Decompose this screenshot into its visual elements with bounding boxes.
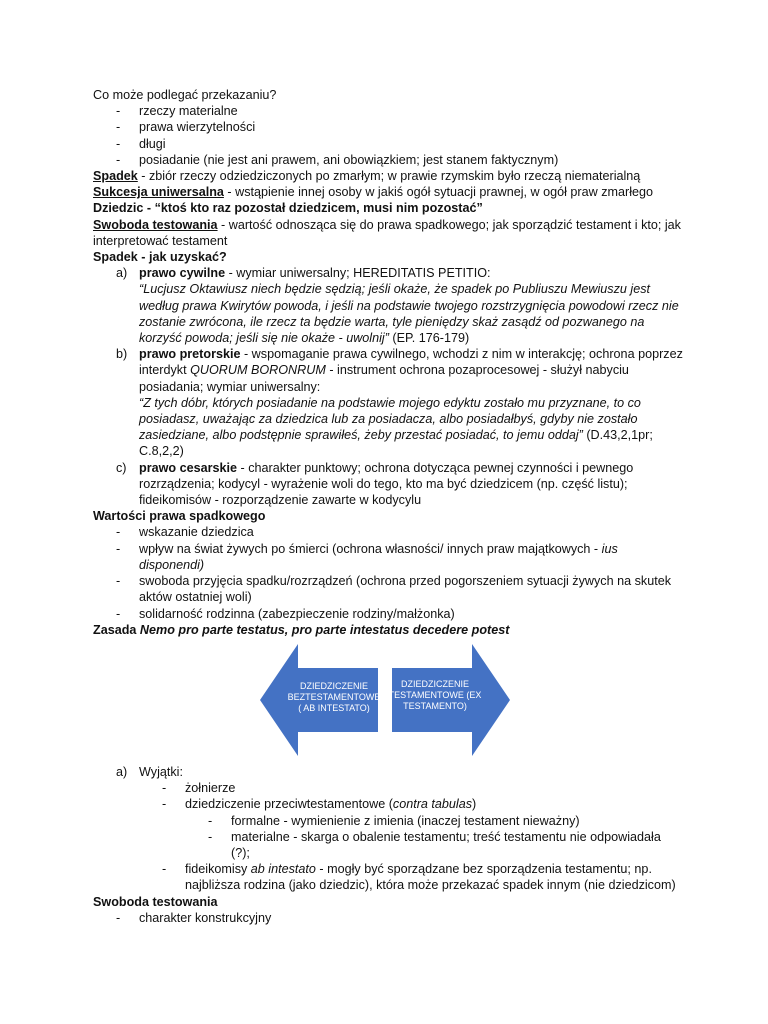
acquire-item-b: b) prawo pretorskie - wspomaganie prawa cywilnego, wchodzi z nim w interakcję; ochrona poprzez interdykt QUORUM BORONRUM - instrument ochrona pozaprocesowej - służył nabyciu posiadania; wymiar uniwersalny: “Z tych dóbr, których posiadanie na podstawie mojego edyktu zostało mu przyznane, to co posiadasz, uważając za dziedzica lub za posiadacza, albo posiadałbyś, gdyby nie zostało zasiedziane, albo podstępnie sprawiłeś, żeby przestać posiadać, to jemu oddaj” (D.43,2,1pr; C.8,2,2) [116,347,683,459]
left-arrow-label-2: BEZTESTAMENTOWE [287,691,381,702]
list-item: - materialne - skarga o obalenie testamentu; treść testamentu nie odpowiadała (?); [208,829,661,860]
exceptions-heading: a) Wyjątki: [116,764,183,779]
list-item: - dziedziczenie przeciwtestamentowe (contra tabulas) [162,797,477,812]
list-item: - wskazanie dziedzica [116,525,254,540]
right-arrow-label-1: DZIEDZICZENIE [400,678,470,689]
list-item: - prawa wierzytelności [116,120,256,135]
zasada-heading: Zasada Nemo pro parte testatus, pro parte intestatus decedere potest [93,622,510,637]
quote-text: “Lucjusz Oktawiusz niech będzie sędzią; jeśli okaże, że spadek po Publiuszu Mewiuszu jest według prawa Kwirytów powoda, i jeśli na podstawie twojego rozstrzygnięcia powodowi rzecz nie zostanie zwrócona, ile rzecz ta będzie warta, tyle pieniędzy skaż zasądź od pozwanego na korzyść powoda; jeśli się nie okaże - uwolnij” [139,282,679,346]
spadek-heading: Spadek - jak uzyskać? [93,250,227,265]
document-page [93,87,683,926]
acquire-item-a: a) prawo cywilne - wymiar uniwersalny; HEREDITATIS PETITIO: “Lucjusz Oktawiusz niech będzie sędzią; jeśli okaże, że spadek po Publiuszu Mewiuszu jest według prawa Kwirytów powoda, i jeśli na podstawie twojego rozstrzygnięcia powodowi rzecz nie zostanie zwrócona, ile rzecz ta będzie warta, tyle pieniędzy skaż zasądź od pozwanego na korzyść powoda; jeśli się nie okaże - uwolnij” (EP. 176-179) [116,266,679,346]
right-arrow-label-3: TESTAMENTO) [403,700,467,711]
spadek-definition: Spadek - zbiór rzeczy odziedziczonych po zmarłym; w prawie rzymskim było rzeczą niematerialną [93,169,641,184]
right-arrow-shape [392,644,510,756]
list-item: - swoboda przyjęcia spadku/rozrządzeń (ochrona przed pogorszeniem sytuacji żywych na skutek aktów ostatniej woli) [116,574,671,605]
list-item: - posiadanie (nie jest ani prawem, ani obowiązkiem; jest stanem faktycznym) [116,152,559,167]
list-item: - rzeczy materialne [116,104,238,119]
swoboda-heading: Swoboda testowania [93,894,218,909]
values-heading: Wartości prawa spadkowego [93,509,266,524]
dziedzic-definition: Dziedzic - “ktoś kto raz pozostał dziedzicem, musi nim pozostać” [93,201,483,216]
list-item: - solidarność rodzinna (zabezpieczenie rodziny/małżonka) [116,606,455,621]
swoboda-definition: Swoboda testowania - wartość odnosząca się do prawa spadkowego; jak sporządzić testament i kto; jak interpretować testament [93,217,681,248]
list-item: - wpływ na świat żywych po śmierci (ochrona własności/ innych praw majątkowych - ius disponendi) [116,541,618,572]
right-arrow-label-2: TESTAMENTOWE (EX [388,689,482,700]
list-item: - charakter konstrukcyjny [116,910,272,925]
list-item: - fideikomisy ab intestato - mogły być sporządzane bez sporządzenia testamentu; np. najbliższa rodzina (jako dziedzic), która może przekazać spadek innym (nie dziedzicom) [162,862,676,893]
left-arrow-label-3: ( AB INTESTATO) [298,702,370,713]
acquire-item-c: c) prawo cesarskie - charakter punktowy; ochrona dotycząca pewnej czynności i pewnego rozrządzenia; kodycyl - wyrażenie woli do tego, kto ma być dziedzicem (np. część listu); fideikomisów - rozporządzenie zawarte w kodycylu [116,460,634,508]
list-item: - formalne - wymienienie z imienia (inaczej testament nieważny) [208,813,580,828]
list-item: - długi [116,136,166,151]
quote-text: “Z tych dóbr, których posiadanie na podstawie mojego edyktu zostało mu przyznane, to co posiadasz, uważając za dziedzica lub za posiadacza, albo posiadałbyś, gdyby nie zostało zasiedziane, albo podstępnie sprawiłeś, żeby przestać posiadać, to jemu oddaj” [139,395,641,443]
sukcesja-definition: Sukcesja uniwersalna - wstąpienie innej osoby w jakiś ogół sytuacji prawnej, w ogół praw zmarłego [93,185,653,200]
list-item: - żołnierze [162,781,236,796]
inheritance-diagram [93,642,683,762]
double-arrow-diagram [260,642,520,758]
question-heading: Co może podlegać przekazaniu? [93,88,277,102]
left-arrow-label-1: DZIEDZICZENIE [299,680,369,691]
